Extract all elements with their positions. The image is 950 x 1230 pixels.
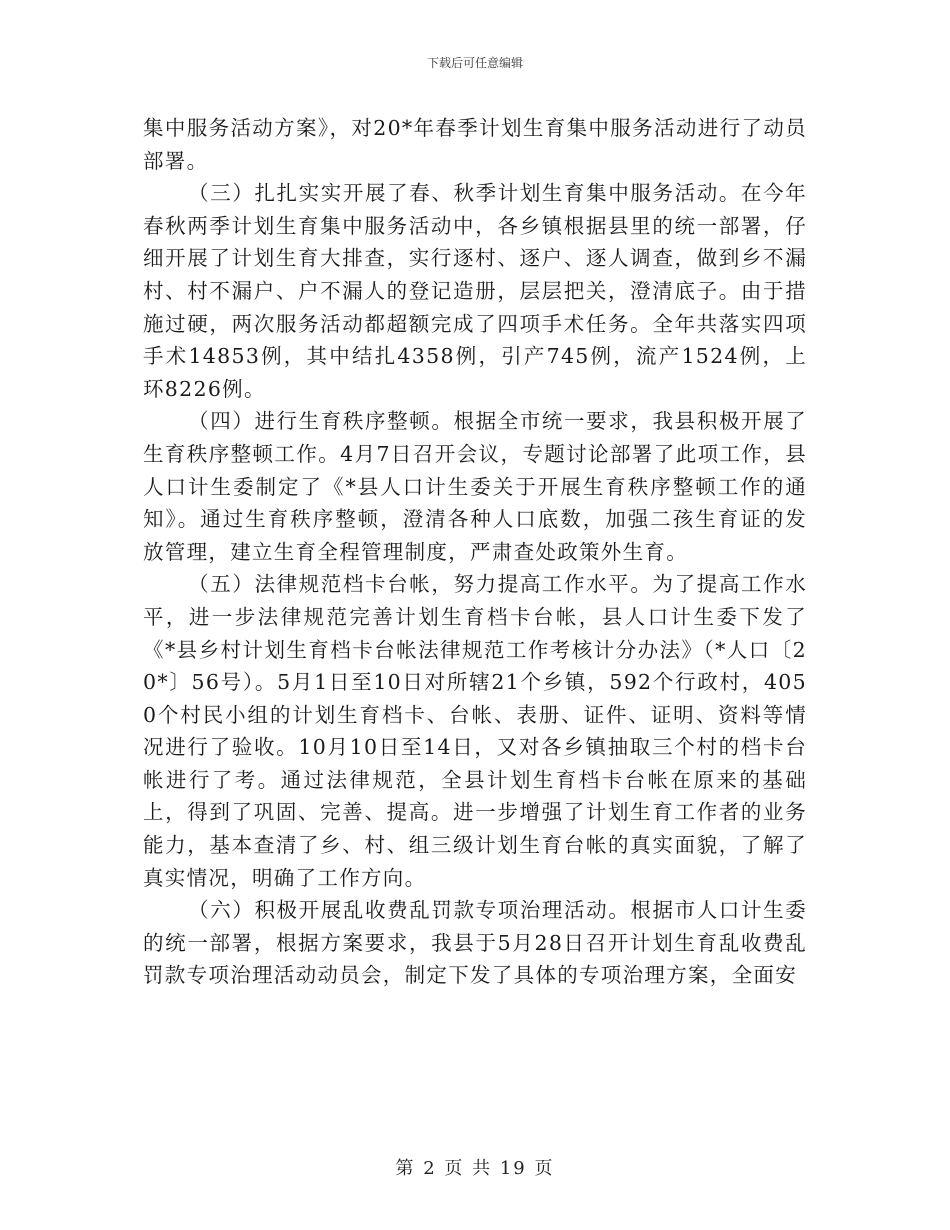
paragraph-section-6: （六）积极开展乱收费乱罚款专项治理活动。根据市人口计生委的统一部署，根据方案要求，我县于5月28日召开计划生育乱收费乱罚款专项治理活动动员会，制定下发了具体的专项治理方案，全面安 bbox=[143, 898, 807, 988]
paragraph-section-3: （三）扎扎实实开展了春、秋季计划生育集中服务活动。在今年春秋两季计划生育集中服务活动中，各乡镇根据县里的统一部署，仔细开展了计划生育大排查，实行逐村、逐户、逐人调查，做到乡不漏村、村不漏户、户不漏人的登记造册，层层把关，澄清底子。由于措施过硬，两次服务活动都超额完成了四项手术任务。全年共落实四项手术14853例，其中结扎4358例，引产745例，流产1524例，上环8226例。 bbox=[143, 181, 807, 401]
paragraph-continuation: 集中服务活动方案》，对20*年春季计划生育集中服务活动进行了动员部署。 bbox=[143, 116, 807, 173]
document-body bbox=[143, 112, 807, 992]
page-number-footer: 第 2 页 共 19 页 bbox=[395, 1158, 555, 1179]
paragraph-section-5: （五）法律规范档卡台帐，努力提高工作水平。为了提高工作水平，进一步法律规范完善计划生育档卡台帐，县人口计生委下发了《*县乡村计划生育档卡台帐法律规范工作考核计分办法》（*人口〔20*〕56号）。5月1日至10日对所辖21个乡镇，592个行政村，4050个村民小组的计划生育档卡、台帐、表册、证件、证明、资料等情况进行了验收。10月10日至14日，又对各乡镇抽取三个村的档卡台帐进行了考。通过法律规范，全县计划生育档卡台帐在原来的基础上，得到了巩固、完善、提高。进一步增强了计划生育工作者的业务能力，基本查清了乡、村、组三级计划生育台帐的真实面貌，了解了真实情况，明确了工作方向。 bbox=[143, 572, 807, 890]
paragraph-section-4: （四）进行生育秩序整顿。根据全市统一要求，我县积极开展了生育秩序整顿工作。4月7日召开会议，专题讨论部署了此项工作，县人口计生委制定了《*县人口计生委关于开展生育秩序整顿工作的通知》。通过生育秩序整顿，澄清各种人口底数，加强二孩生育证的发放管理，建立生育全程管理制度，严肃查处政策外生育。 bbox=[143, 409, 807, 564]
header-note: 下载后可任意编辑 bbox=[426, 56, 523, 70]
